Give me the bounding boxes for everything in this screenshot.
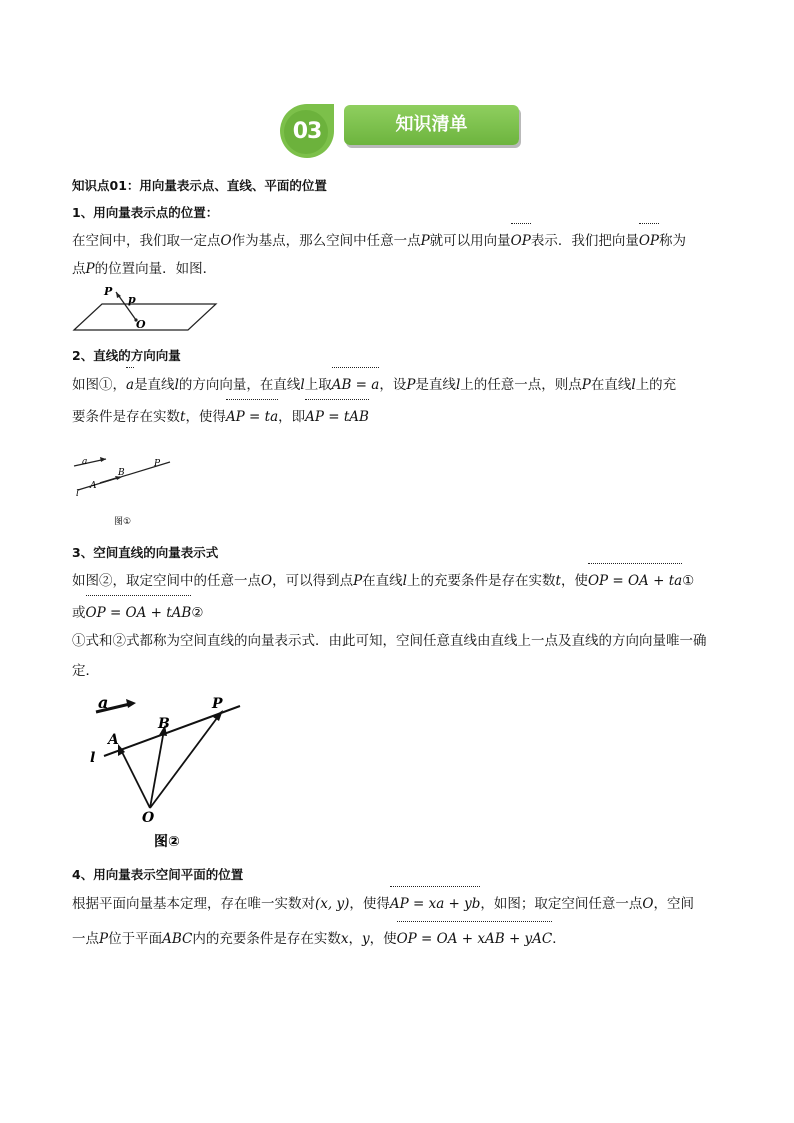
figure-2 <box>86 690 256 852</box>
s3-heading: 3、空间直线的向量表示式 <box>72 545 219 560</box>
svg-text:O: O <box>142 810 155 826</box>
eq-OP-plane: OP = OA + xAB + yAC <box>397 924 553 954</box>
svg-text:l: l <box>76 489 79 499</box>
svg-text:B: B <box>158 716 170 732</box>
s4-heading: 4、用向量表示空间平面的位置 <box>72 867 244 882</box>
s1-line2: 点P的位置向量．如图． <box>72 261 217 277</box>
label-P: P <box>104 285 113 298</box>
s2-line2: 要条件是存在实数t，使得AP = ta，即AP = tAB <box>72 402 369 432</box>
s4-line1: 根据平面向量基本定理，存在唯一实数对(x, y)，使得AP = xa + yb，如图；取定空间任意一点O，空间 <box>72 889 694 919</box>
section-header <box>272 100 532 162</box>
eq-AB-a: AB = a <box>332 370 380 400</box>
section-title-banner: 知识清单 <box>344 105 519 145</box>
s2-line1: 如图①，a是直线l的方向向量，在直线l上取AB = a，设P是直线l上的任意一点，则点P在直线l上的充 <box>72 370 676 400</box>
eq-AP-xa-yb: AP = xa + yb <box>390 889 481 919</box>
knowledge-point-title: 知识点01：用向量表示点、直线、平面的位置 <box>72 178 327 193</box>
eq-OP-OA-tAB: OP = OA + tAB <box>86 598 192 628</box>
figure-1 <box>70 452 180 532</box>
s3-line2: 或OP = OA + tAB② <box>72 598 203 628</box>
label-p: p <box>128 293 136 306</box>
s3-line4: 定． <box>72 663 99 679</box>
s4-line2: 一点P位于平面ABC内的充要条件是存在实数x，y，使OP = OA + xAB + yAC． <box>72 924 566 954</box>
figure-1-caption: 图① <box>114 517 132 527</box>
svg-text:B: B <box>118 468 125 478</box>
s1-line1: 在空间中，我们取一定点O作为基点，那么空间中任意一点P就可以用向量OP表示．我们把向量OP称为 <box>72 226 686 256</box>
svg-text:l: l <box>90 750 96 766</box>
eq-OP-OA-ta: OP = OA + ta <box>588 566 682 596</box>
eq-AP-ta: AP = ta <box>226 402 278 432</box>
s2-heading: 2、直线的方向向量 <box>72 348 181 363</box>
svg-text:a: a <box>98 693 109 712</box>
vector-OP: OP <box>639 226 659 256</box>
s1-heading: 1、用向量表示点的位置： <box>72 205 219 220</box>
svg-text:A: A <box>90 481 97 491</box>
svg-text:A: A <box>108 732 119 748</box>
label-O: O <box>136 318 146 331</box>
figure-2-caption: 图② <box>154 834 180 850</box>
svg-text:P: P <box>212 696 223 712</box>
svg-text:a: a <box>82 457 88 467</box>
s3-line1: 如图②，取定空间中的任意一点O，可以得到点P在直线l上的充要条件是存在实数t，使OP = OA + ta① <box>72 566 694 596</box>
s3-line3: ①式和②式都称为空间直线的向量表示式．由此可知，空间任意直线由直线上一点及直线的方向向量唯一确 <box>72 633 707 649</box>
section-number: 03 <box>292 119 322 144</box>
vector-OP: OP <box>511 226 531 256</box>
svg-text:P: P <box>154 459 161 469</box>
figure-position-vector <box>70 282 220 334</box>
eq-AP-tAB: AP = tAB <box>305 402 369 432</box>
